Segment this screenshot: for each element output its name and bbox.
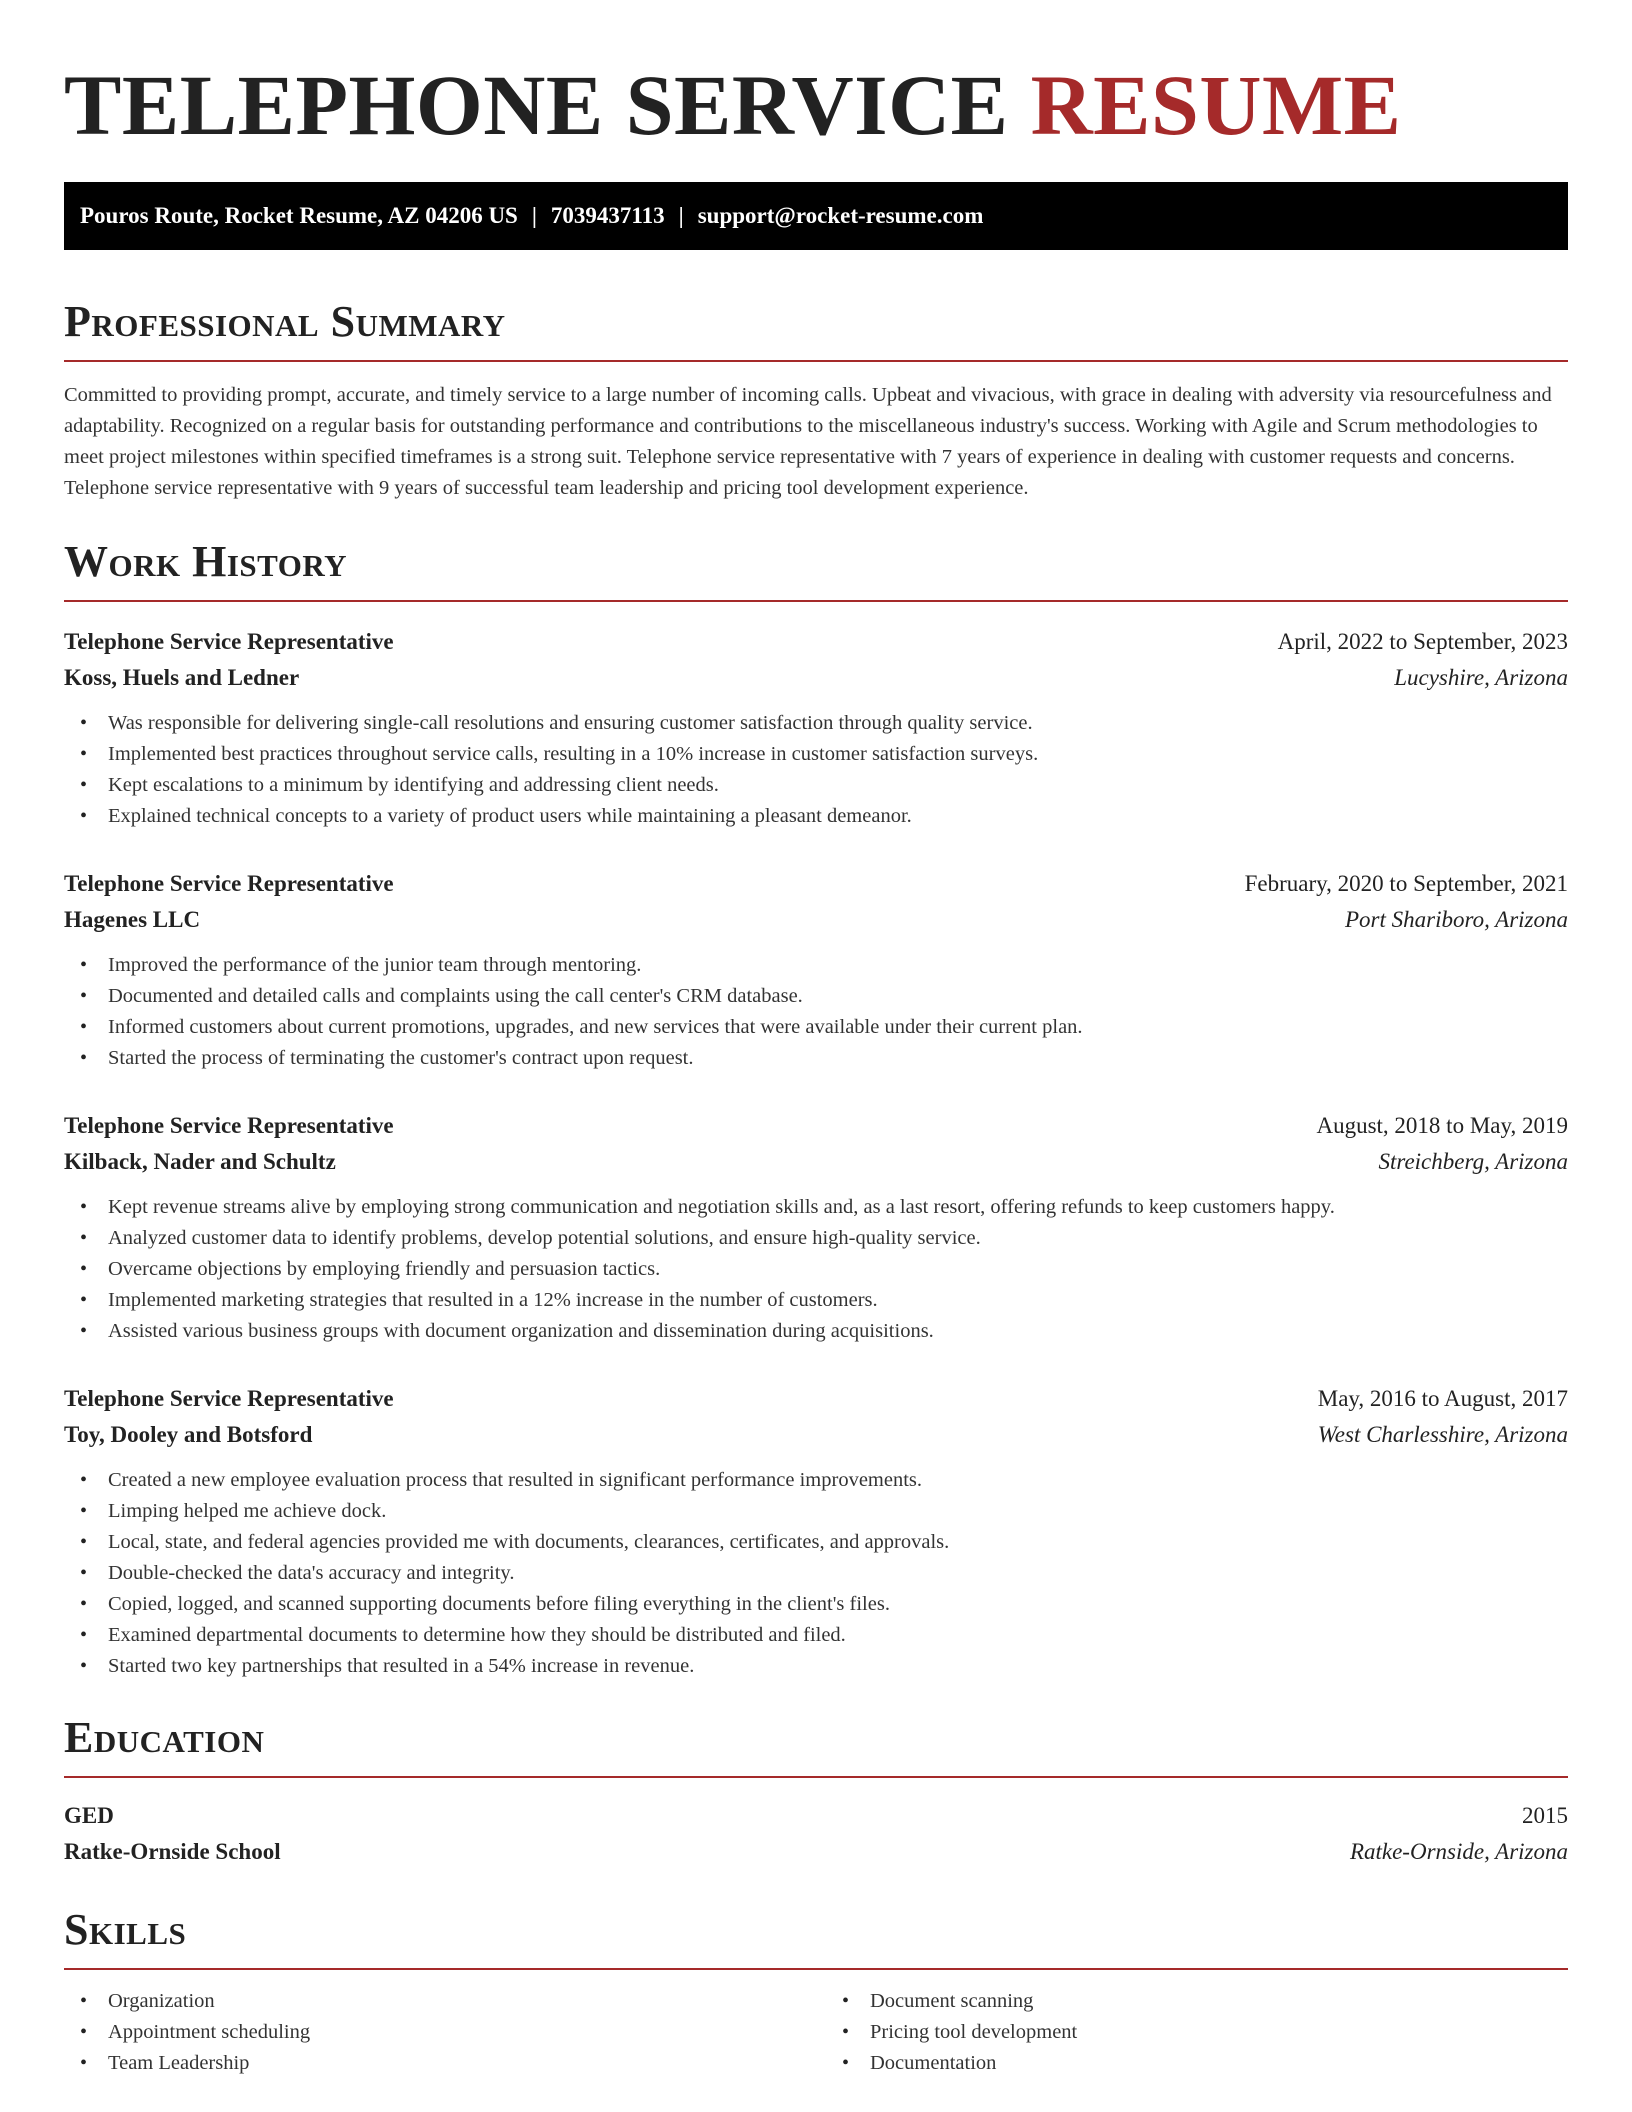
job-location: Lucyshire, Arizona [1394,665,1568,690]
section-title-skills: Skills [64,1905,187,1954]
job-company: Koss, Huels and Ledner [64,665,300,690]
section-divider [64,1968,1568,1970]
job-company: Hagenes LLC [64,907,201,932]
education-year: 2015 [1522,1803,1568,1828]
education-school-row [64,1834,1568,1870]
job-header-row [64,1108,1568,1144]
job-dates: February, 2020 to September, 2021 [1244,871,1568,896]
skills-list-right [816,1986,1568,2079]
job-role: Telephone Service Representative [64,1386,394,1411]
job-company: Kilback, Nader and Schultz [64,1149,336,1174]
contact-phone: 7039437113 [550,203,665,228]
list-item: • Informed customers about current promotions, upgrades, and new services that were available under their current plan. [80,1012,1568,1043]
contact-address: Pouros Route, Rocket Resume, AZ 04206 US [80,203,518,228]
list-item: • Documented and detailed calls and complaints using the call center's CRM database. [80,981,1568,1012]
job-bullets [64,950,1568,1074]
job-location: Port Shariboro, Arizona [1344,907,1568,932]
job-dates: April, 2022 to September, 2023 [1277,629,1568,654]
job-role: Telephone Service Representative [64,629,394,654]
skill-item: • Appointment scheduling [80,2017,816,2048]
list-item: • Analyzed customer data to identify problems, develop potential solutions, and ensure high-quality service. [80,1223,1568,1254]
list-item: • Implemented best practices throughout service calls, resulting in a 10% increase in customer satisfaction surveys. [80,739,1568,770]
list-item: • Created a new employee evaluation process that resulted in significant performance improvements. [80,1465,1568,1496]
job-bullets [64,1465,1568,1682]
list-item: • Examined departmental documents to determine how they should be distributed and filed. [80,1620,1568,1651]
skill-item: • Team Leadership [80,2048,816,2079]
skill-item: • Document scanning [842,1986,1568,2017]
list-item: • Was responsible for delivering single-call resolutions and ensuring customer satisfaction through quality service. [80,708,1568,739]
list-item: • Improved the performance of the junior team through mentoring. [80,950,1568,981]
summary-section [64,297,1568,504]
education-location: Ratke-Ornside, Arizona [1349,1839,1568,1864]
list-item: • Assisted various business groups with document organization and dissemination during acquisitions. [80,1316,1568,1347]
list-item: • Copied, logged, and scanned supporting documents before filing everything in the client's files. [80,1589,1568,1620]
list-item: • Explained technical concepts to a variety of product users while maintaining a pleasant demeanor. [80,801,1568,832]
job-company-row [64,902,1568,938]
job-role: Telephone Service Representative [64,1113,394,1138]
education-degree: GED [64,1803,114,1828]
job-location: Streichberg, Arizona [1378,1149,1568,1174]
list-item: • Kept revenue streams alive by employing strong communication and negotiation skills and, as a last resort, offering refunds to keep customers happy. [80,1192,1568,1223]
title-accent: RESUME [1030,57,1402,153]
resume-title [64,57,1568,153]
title-main: TELEPHONE SERVICE [64,57,1009,153]
work-history-section [64,537,1568,1682]
job-entry [64,866,1568,1074]
job-company-row [64,1144,1568,1180]
education-school: Ratke-Ornside School [64,1839,281,1864]
list-item: • Double-checked the data's accuracy and integrity. [80,1558,1568,1589]
job-entry [64,1108,1568,1347]
job-location: West Charlesshire, Arizona [1317,1422,1568,1447]
education-entry [64,1798,1568,1870]
job-bullets [64,1192,1568,1347]
section-title-education: Education [64,1713,265,1762]
job-header-row [64,866,1568,902]
skills-list-left [64,1986,816,2079]
job-header-row [64,1381,1568,1417]
job-company-row [64,1417,1568,1453]
section-divider [64,600,1568,602]
contact-email: support@rocket-resume.com [697,203,984,228]
job-dates: August, 2018 to May, 2019 [1316,1113,1568,1138]
section-title-summary: Professional Summary [64,297,506,346]
contact-separator: | [678,203,684,228]
skill-item: • Organization [80,1986,816,2017]
job-dates: May, 2016 to August, 2017 [1317,1386,1568,1411]
list-item: • Local, state, and federal agencies provided me with documents, clearances, certificates, and approvals. [80,1527,1568,1558]
job-company-row [64,660,1568,696]
section-title-work-history: Work History [64,537,348,586]
section-divider [64,360,1568,362]
job-bullets [64,708,1568,832]
education-header-row [64,1798,1568,1834]
contact-bar [64,182,1568,250]
list-item: • Overcame objections by employing friendly and persuasion tactics. [80,1254,1568,1285]
section-divider [64,1776,1568,1778]
job-header-row [64,624,1568,660]
skill-item: • Documentation [842,2048,1568,2079]
job-role: Telephone Service Representative [64,871,394,896]
summary-text: Committed to providing prompt, accurate, and timely service to a large number of incoming calls. Upbeat and vivacious, with grace in dealing with adversity via resourcefulness and adaptability. Recognized on a regular basis for outstanding performance and contributions to the miscellaneous industry's success. Working with Agile and Scrum methodologies to meet project milestones within specified timeframes is a strong suit. Telephone service representative with 7 years of experience in dealing with customer requests and concerns. Telephone service representative with 9 years of successful team leadership and pricing tool development experience. [64,384,1552,499]
list-item: • Implemented marketing strategies that resulted in a 12% increase in the number of customers. [80,1285,1568,1316]
list-item: • Limping helped me achieve dock. [80,1496,1568,1527]
job-entry [64,1381,1568,1682]
job-company: Toy, Dooley and Botsford [64,1422,313,1447]
skills-grid [64,1986,1568,2079]
list-item: • Started the process of terminating the customer's contract upon request. [80,1043,1568,1074]
job-entry [64,624,1568,832]
skill-item: • Pricing tool development [842,2017,1568,2048]
education-section [64,1713,1568,1870]
contact-separator: | [531,203,537,228]
list-item: • Started two key partnerships that resulted in a 54% increase in revenue. [80,1651,1568,1682]
list-item: • Kept escalations to a minimum by identifying and addressing client needs. [80,770,1568,801]
skills-section [64,1905,1568,2079]
